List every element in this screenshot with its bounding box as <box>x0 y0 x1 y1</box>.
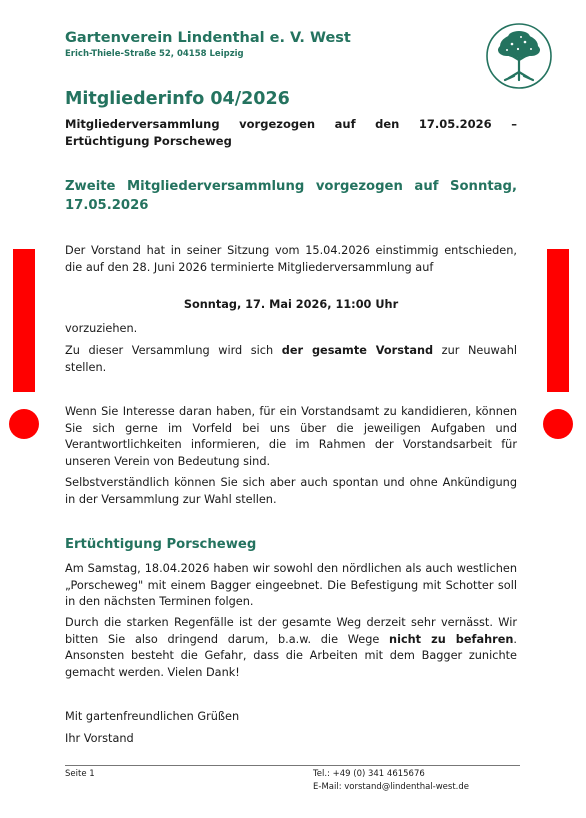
meeting-date: Sonntag, 17. Mai 2026, 11:00 Uhr <box>183 298 399 311</box>
paragraph-candidacy: Wenn Sie Interesse daran haben, für ein Vorstandsamt zu kandidieren, können Sie sich gerne im Vorfeld bei uns über die jeweiligen Aufgaben und Verantwortlichkeiten informieren, die im Rahmen der Vorstandsarbeit für unseren Verein von Bedeutung sind. <box>65 405 517 468</box>
paragraph-postpone: Der Vorstand hat in seiner Sitzung vom 15.04.2026 einstimmig entschieden, die auf den 28. Juni 2026 terminierte Mitgliederversammlung auf <box>65 244 517 274</box>
section2-heading: Ertüchtigung Porscheweg <box>65 537 257 552</box>
org-name: Gartenverein Lindenthal e. V. West <box>65 30 351 46</box>
paragraph-board-election <box>65 343 517 376</box>
subject-line-2: Ertüchtigung Porscheweg <box>65 134 232 148</box>
do-not-drive-bold: nicht zu befahren <box>389 632 514 646</box>
tree-logo-icon <box>485 22 553 90</box>
do-not-drive-text-1: Durch die starken Regenfälle ist der gesamte Weg derzeit sehr vernässt. Wir bitten Sie also dringend darum, b.a.w. die Wege <box>65 616 517 646</box>
page-title: Mitgliederinfo 04/2026 <box>65 89 290 109</box>
footer-divider <box>65 765 520 766</box>
section1-heading-line1: Zweite Mitgliederversammlung vorgezogen auf Sonntag, <box>65 179 517 194</box>
section1-heading-line2: 17.05.2026 <box>65 198 149 213</box>
closing-signature: Ihr Vorstand <box>65 732 134 745</box>
board-election-text-2: zur Neuwahl stellen. <box>65 344 517 374</box>
paragraph-postpone-end: vorzuziehen. <box>65 322 138 335</box>
section1-heading <box>65 177 517 215</box>
footer-page-number: Seite 1 <box>65 769 95 779</box>
board-election-bold: der gesamte Vorstand <box>281 344 434 357</box>
org-address: Erich-Thiele-Straße 52, 04158 Leipzig <box>65 49 244 59</box>
paragraph-spontaneous: Selbstverständlich können Sie sich aber auch spontan und ohne Ankündigung in der Versammlung zur Wahl stellen. <box>65 476 517 506</box>
do-not-drive-text-2: . Ansonsten besteht die Gefahr, dass die Arbeiten mit dem Bagger zunichte gemacht werden. Vielen Dank! <box>65 632 517 679</box>
paragraph-excavator: Am Samstag, 18.04.2026 haben wir sowohl den nördlichen als auch westlichen „Porscheweg" mit einem Bagger eingeebnet. Die Befestigung mit Schotter soll in den nächsten Terminen folgen. <box>65 562 517 608</box>
subject-line <box>65 116 517 150</box>
footer-email[interactable]: E-Mail: vorstand@lindenthal-west.de <box>313 782 469 792</box>
exclamation-left-icon <box>9 249 39 441</box>
subject-line-1: Mitgliederversammlung vorgezogen auf den 17.05.2026 – <box>65 117 517 131</box>
exclamation-right-icon <box>543 249 573 441</box>
footer-phone: Tel.: +49 (0) 341 4615676 <box>313 769 425 779</box>
board-election-text-1: Zu dieser Versammlung wird sich <box>65 344 282 357</box>
closing-greeting: Mit gartenfreundlichen Grüßen <box>65 710 240 723</box>
paragraph-do-not-drive <box>65 615 517 681</box>
